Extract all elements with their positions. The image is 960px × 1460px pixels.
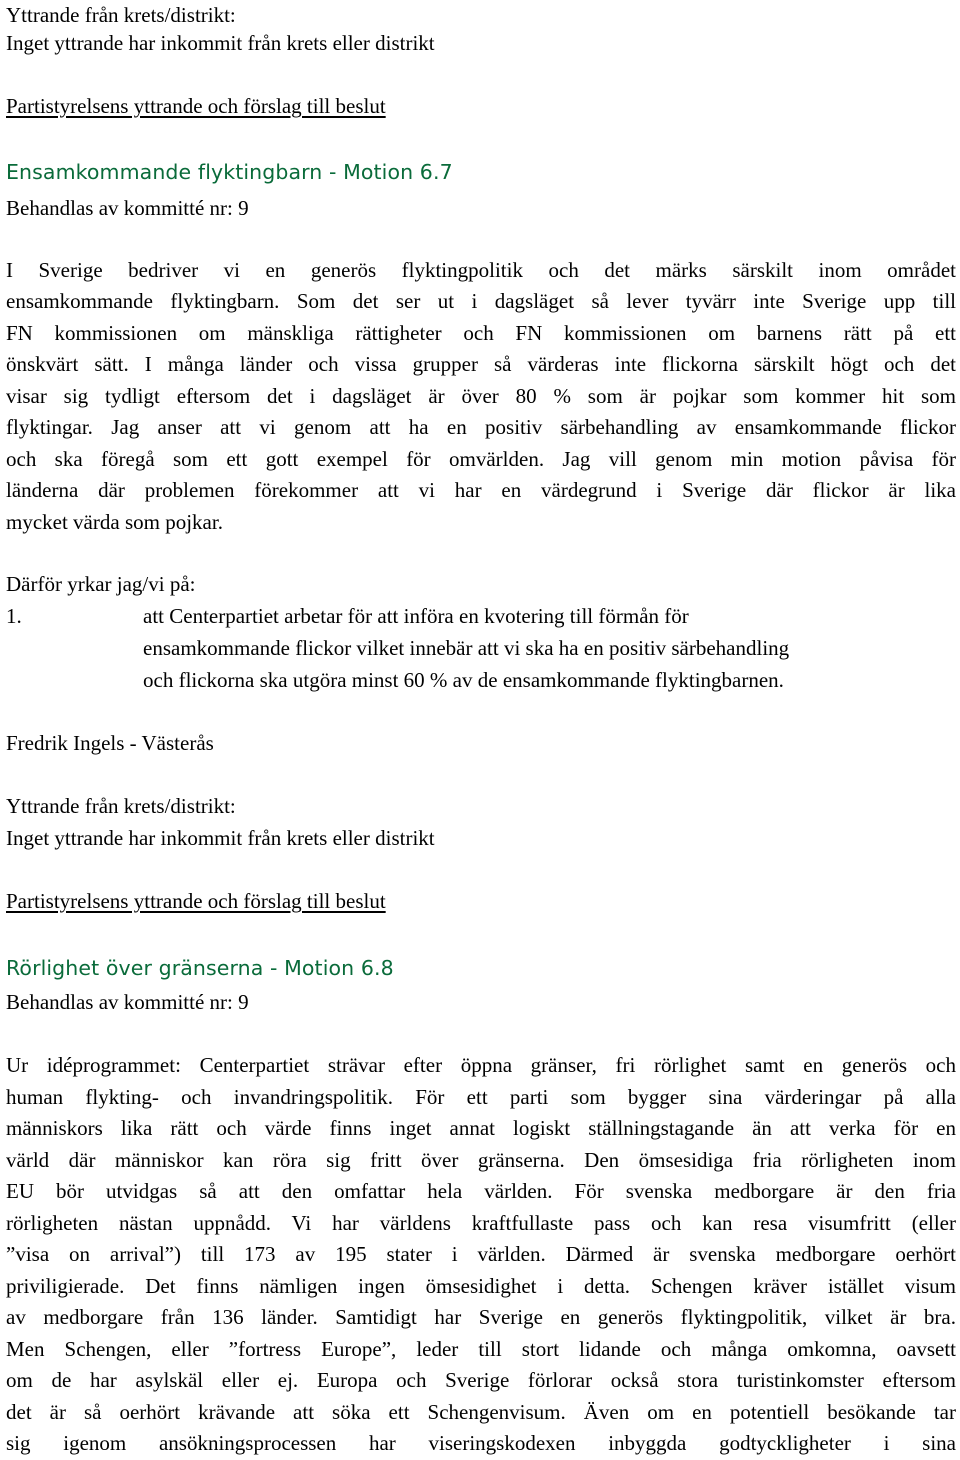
body-line: länderna där problemen förekommer att vi har en värdegrund i Sverige där flickor är lika bbox=[6, 478, 956, 502]
body-line: Ur idéprogrammet: Centerpartiet strävar efter öppna gränser, fri rörlighet samt en generös och bbox=[6, 1053, 956, 1077]
body-line: EU bör utvidgas så att den omfattar hela världen. För svenska medborgare är den fria bbox=[6, 1179, 956, 1203]
demand-line: och flickorna ska utgöra minst 60 % av de ensamkommande flyktingbarnen. bbox=[143, 668, 784, 692]
body-line: human flykting- och invandringspolitik. För ett parti som bygger sina värderingar på alla bbox=[6, 1085, 956, 1109]
board-heading: Partistyrelsens yttrande och förslag till beslut bbox=[6, 94, 386, 118]
demand-line: att Centerpartiet arbetar för att införa en kvotering till förmån för bbox=[143, 604, 689, 628]
motion-title: Ensamkommande flyktingbarn - Motion 6.7 bbox=[6, 160, 453, 184]
body-line: värld där människor kan röra sig fritt över gränserna. Den ömsesidiga fria rörligheten inom bbox=[6, 1148, 956, 1172]
body-line: priviligierade. Det finns nämligen ingen ömsesidighet i detta. Schengen kräver istället visum bbox=[6, 1274, 956, 1298]
body-line: ”visa on arrival”) till 173 av 195 stater i världen. Därmed är svenska medborgare oerhört bbox=[6, 1242, 956, 1266]
statement-heading: Yttrande från krets/distrikt: bbox=[6, 3, 236, 27]
body-line: FN kommissionen om mänskliga rättigheter och FN kommissionen om barnens rätt på ett bbox=[6, 321, 956, 345]
body-line: och ska föregå som ett gott exempel för omvärlden. Jag vill genom min motion påvisa för bbox=[6, 447, 956, 471]
body-line: I Sverige bedriver vi en generös flyktingpolitik och det märks särskilt inom området bbox=[6, 258, 956, 282]
demand-line: ensamkommande flickor vilket innebär att vi ska ha en positiv särbehandling bbox=[143, 636, 790, 660]
body-line: Men Schengen, eller ”fortress Europe”, leder till stort lidande och många omkomna, oavsett bbox=[6, 1337, 956, 1361]
body-line: sig igenom ansökningsprocessen har viseringskodexen inbyggda godtyckligheter i sina bbox=[6, 1431, 956, 1455]
body-line: om de har asylskäl eller ej. Europa och Sverige förlorar också stora turistinkomster eftersom bbox=[6, 1368, 956, 1392]
demand-number: 1. bbox=[6, 604, 22, 628]
statement-text: Inget yttrande har inkommit från krets eller distrikt bbox=[6, 31, 435, 55]
body-line: av medborgare från 136 länder. Samtidigt har Sverige en generös flyktingpolitik, vilket är bra. bbox=[6, 1305, 956, 1329]
body-line: önskvärt sätt. I många länder och vissa grupper så värderas inte flickorna särskilt högt och det bbox=[6, 352, 956, 376]
author-line: Fredrik Ingels - Västerås bbox=[6, 731, 214, 755]
demand-heading: Därför yrkar jag/vi på: bbox=[6, 572, 196, 596]
statement-heading: Yttrande från krets/distrikt: bbox=[6, 794, 236, 818]
motion-title: Rörlighet över gränserna - Motion 6.8 bbox=[6, 956, 394, 980]
body-line: mycket värda som pojkar. bbox=[6, 510, 223, 534]
board-heading: Partistyrelsens yttrande och förslag till beslut bbox=[6, 889, 386, 913]
body-line: människors lika rätt och värde finns inget annat logiskt ställningstagande än att verka för en bbox=[6, 1116, 956, 1140]
body-line: rörligheten nästan uppnådd. Vi har världens kraftfullaste pass och kan resa visumfritt (eller bbox=[6, 1211, 956, 1235]
body-line: ensamkommande flyktingbarn. Som det ser ut i dagsläget så lever tyvärr inte Sverige upp till bbox=[6, 289, 956, 313]
committee-line: Behandlas av kommitté nr: 9 bbox=[6, 196, 249, 220]
body-line: flyktingar. Jag anser att vi genom att ha en positiv särbehandling av ensamkommande flickor bbox=[6, 415, 956, 439]
body-line: det är så oerhört krävande att söka ett Schengenvisum. Även om en potentiell besökande tar bbox=[6, 1400, 956, 1424]
committee-line: Behandlas av kommitté nr: 9 bbox=[6, 990, 249, 1014]
body-line: visar sig tydligt eftersom det i dagsläget är över 80 % som är pojkar som kommer hit som bbox=[6, 384, 956, 408]
statement-text: Inget yttrande har inkommit från krets eller distrikt bbox=[6, 826, 435, 850]
